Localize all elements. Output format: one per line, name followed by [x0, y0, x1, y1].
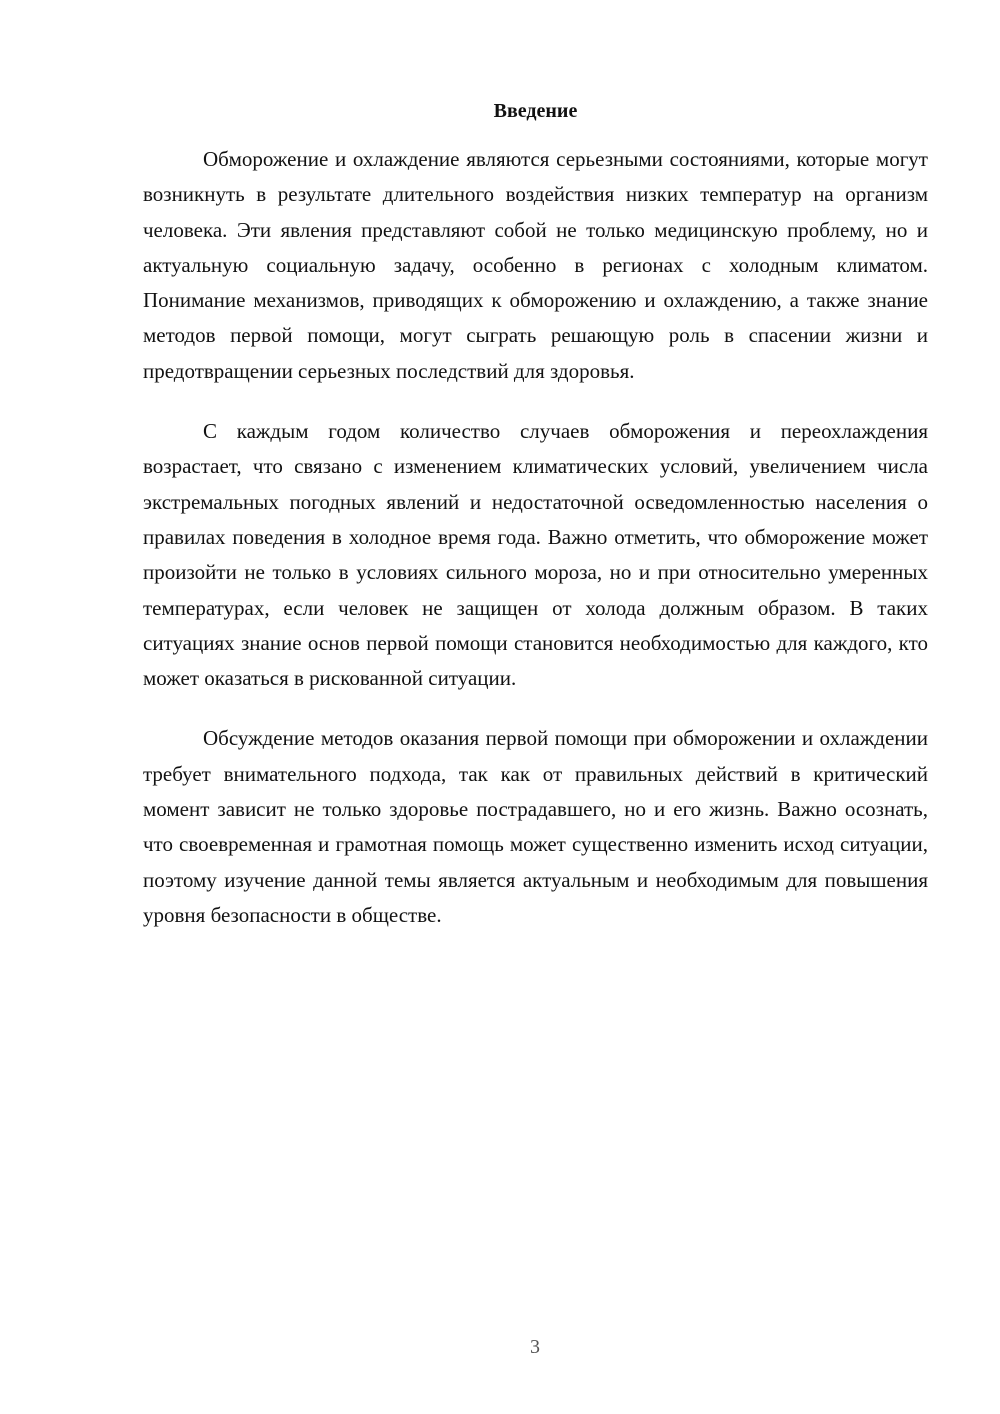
body-text: [143, 142, 928, 958]
paragraph-3: Обсуждение методов оказания первой помощи при обморожении и охлаждении требует внимательного подхода, так как от правильных действий в критический момент зависит не только здоровье пострадавшего, но и его жизнь. Важно осознать, что своевременная и грамотная помощь может существенно изменить исход ситуации, поэтому изучение данной темы является актуальным и необходимым для повышения уровня безопасности в обществе.: [143, 726, 928, 927]
page-title: Введение: [493, 100, 578, 122]
paragraph-2: С каждым годом количество случаев обморожения и переохлаждения возрастает, что связано с изменением климатических условий, увеличением числа экстремальных погодных явлений и недостаточной осведомленностью населения о правилах поведения в холодное время года. Важно отметить, что обморожение может произойти не только в условиях сильного мороза, но и при относительно умеренных температурах, если человек не защищен от холода должным образом. В таких ситуациях знание основ первой помощи становится необходимостью для каждого, кто может оказаться в рискованной ситуации.: [143, 419, 928, 691]
paragraph-1: Обморожение и охлаждение являются серьезными состояниями, которые могут возникнуть в результате длительного воздействия низких температур на организм человека. Эти явления представляют собой не только медицинскую проблему, но и актуальную социальную задачу, особенно в регионах с холодным климатом. Понимание механизмов, приводящих к обморожению и охлаждению, а также знание методов первой помощи, могут сыграть решающую роль в спасении жизни и предотвращении серьезных последствий для здоровья.: [143, 147, 928, 383]
page-number: 3: [530, 1336, 540, 1358]
